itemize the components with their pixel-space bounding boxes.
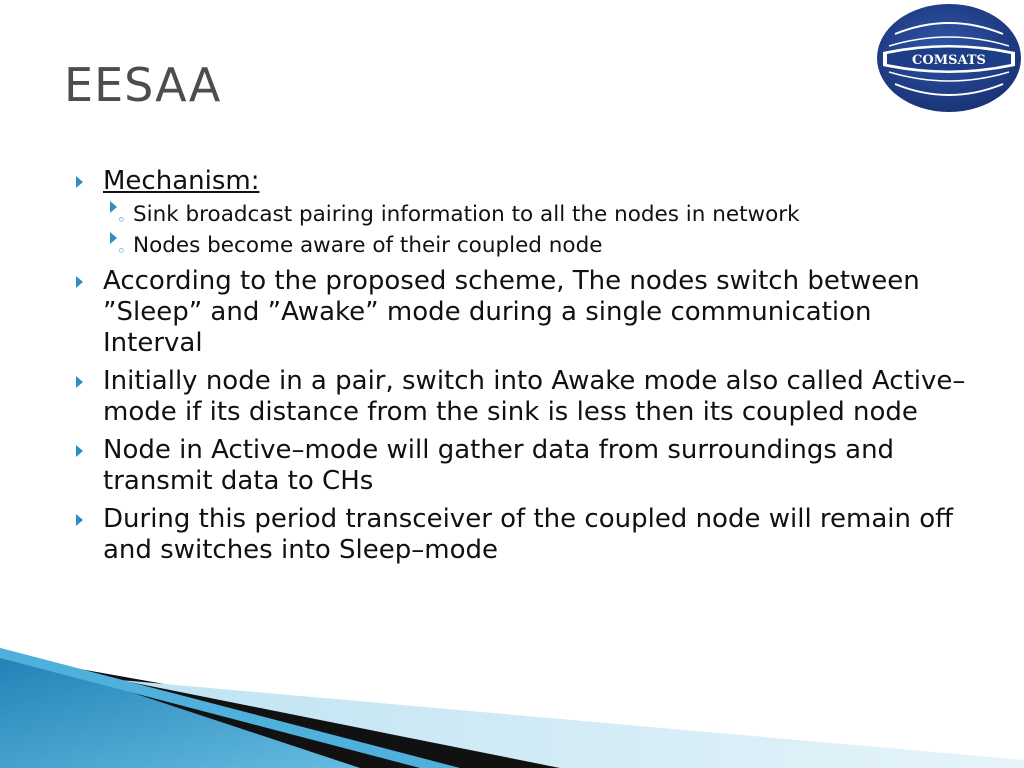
bullet-text: During this period transceiver of the coupled node will remain off and switches into Sleep–mode xyxy=(103,504,954,565)
bullet-item xyxy=(72,504,972,566)
sub-bullet-item xyxy=(103,201,972,228)
ring-bullet-icon: ◦ xyxy=(110,201,117,213)
sub-bullet-text: Sink broadcast pairing information to all the nodes in network xyxy=(133,202,800,227)
bullet-item xyxy=(72,435,972,497)
bullet-item xyxy=(72,166,972,259)
logo-text: COMSATS xyxy=(912,53,986,68)
sub-bullet-item xyxy=(103,232,972,259)
triangle-bullet-icon xyxy=(76,514,83,526)
bullet-text: Node in Active–mode will gather data from surroundings and transmit data to CHs xyxy=(103,435,895,496)
slide-body xyxy=(72,166,972,573)
sub-bullet-text: Nodes become aware of their coupled node xyxy=(133,233,603,258)
sub-bullet-list xyxy=(103,201,972,259)
slide-title: EESAA xyxy=(64,58,222,112)
bullet-text: According to the proposed scheme, The nodes switch between ”Sleep” and ”Awake” mode during a single communication Interval xyxy=(103,266,920,358)
bullet-text: Initially node in a pair, switch into Awake mode also called Active–mode if its distance from the sink is less then its coupled node xyxy=(103,366,966,427)
triangle-bullet-icon xyxy=(76,376,83,388)
triangle-bullet-icon xyxy=(76,276,83,288)
ring-bullet-icon: ◦ xyxy=(110,232,117,244)
triangle-bullet-icon xyxy=(76,176,83,188)
triangle-bullet-icon xyxy=(76,445,83,457)
slide-corner-decoration xyxy=(0,640,1024,768)
bullet-item xyxy=(72,366,972,428)
bullet-item xyxy=(72,266,972,359)
comsats-logo xyxy=(875,2,1023,114)
bullet-text: Mechanism: xyxy=(103,166,260,196)
